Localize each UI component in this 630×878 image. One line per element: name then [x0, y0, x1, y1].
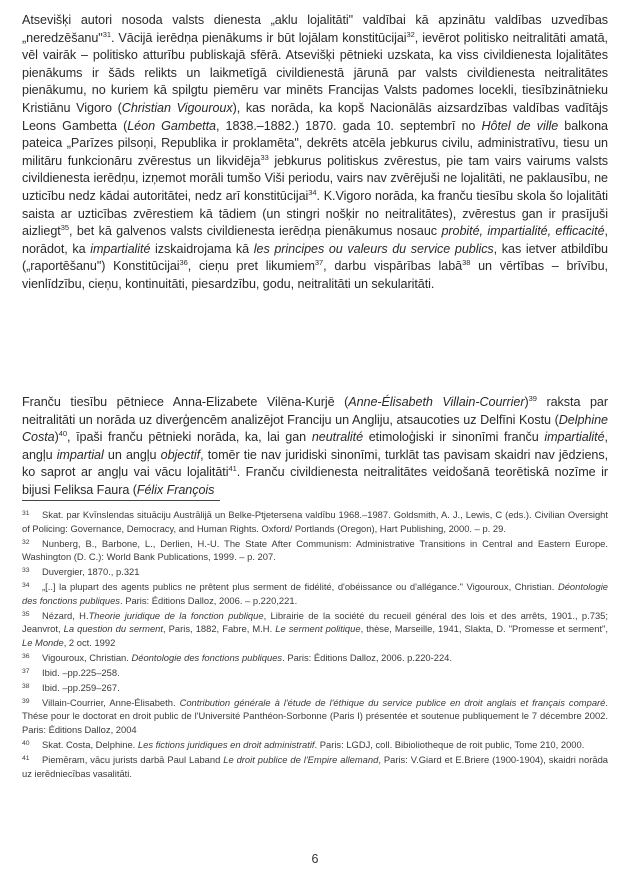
- paragraph-2-text: etimoloģiski ir sinonīmi franču: [363, 430, 545, 445]
- footnote-34-italic-text: Déontologie des fonctions publiques: [22, 581, 608, 606]
- footnote-31: 31 Skat. par Kvīnslendas situāciju Austrālijā un Belke-Ptjetersena valdību 1968.–1987. Goldsmith, A. J., Lewis, C (eds.). Civilian Oversight of Policing: Governance, Democracy, and Human Rights. Oxford/ Portlands (Oregon), Hart Publishing, 2000. – p. 29.: [22, 509, 608, 534]
- paragraph-2-italic-text: Delphine Costa: [22, 412, 608, 445]
- paragraph-1-text: un vērtības – brīvību, vienlīdzību, cieņu, kontinuitāti, piesardzību, godu, neitralitāti un sekularitāti.: [22, 259, 608, 291]
- footnote-40-italic-text: Les fictions juridiques en droit administratif: [137, 739, 315, 751]
- footnote-35-italic-text: Le Monde: [22, 636, 64, 648]
- footnote-37-text: Ibid. –pp.225–258.: [42, 666, 120, 678]
- paragraph-2-text: Franču tiesību pētniece Anna-Elizabete Vilēna-Kurjē (: [22, 395, 349, 409]
- page-number: 6: [311, 852, 319, 866]
- paragraph-2-italic-text: impartial: [56, 447, 104, 462]
- footnote-text: [42, 739, 584, 750]
- paragraph-1-text: , ievērot politisko neitralitāti amatā, vēl vairāk – politisko atturību publiskajā sfērā. Atsevišķi pētnieki uzskata, ka viss civildienesta lojalitātes pienākums ir šāds relikts un laikmetīgā civildienestā jārunā par valsts civildienesta neitralitātes pienākumu, no kuriem kā spilgtu piemēru var minēts Francijas Valsts padomes locekli, tiesībzinātnieku Kristiānu Vigoro (: [22, 30, 608, 115]
- footnote-34-text: „[..] la plupart des agents publics ne prêtent plus serment de fidélité, d'obéissance ou d'allégance." Vigouroux, Christian.: [42, 581, 558, 593]
- paragraph-1-text: balkona pateica „Parīzes pilsoņi, Republika ir proklamēta", dekrēts atcēla jebkurus civilu, administratīvu, tiesu un militāru funkcionāru zvērestus un likvidēja: [22, 118, 608, 168]
- body-paragraph-1: [22, 12, 608, 294]
- footnote-text: [42, 566, 139, 577]
- paragraph-1-text: . Vācijā ierēdņa pienākums ir būt lojālam konstitūcijai: [110, 30, 407, 45]
- footnote-40-text: Skat. Costa, Delphine.: [42, 739, 138, 751]
- footnote-34-text: . Paris: Éditions Dalloz, 2006. – p.220,221.: [119, 594, 298, 606]
- paragraph-2-italic-text: neutralité: [311, 430, 364, 445]
- footnote-35-text: , Paris, 1882, Fabre, M.H.: [163, 623, 276, 635]
- footnote-text: [22, 509, 608, 534]
- paragraph-1-text: ), kas norāda, ka kopš Nacionālās aizsardzības valdības vadītājs Leons Gambetta (: [22, 100, 608, 133]
- footnote-40: 40 Skat. Costa, Delphine. Les fictions juridiques en droit administratif. Paris: LGDJ, coll. Bibioliotheque de roit public, Tome 210, 2000.: [22, 739, 585, 751]
- paragraph-1-text: , 1838.–1882.) 1870. gada 10. septembrī no: [215, 118, 482, 133]
- paragraph-2-text: , īpaši franču pētnieki norāda, ka, lai gan: [66, 430, 312, 445]
- footnote-ref-41: 41: [228, 464, 237, 474]
- footnote-ref-34: 34: [308, 187, 317, 197]
- footnote-ref-36: 36: [179, 258, 188, 268]
- footnote-text: [22, 697, 608, 735]
- footnote-text: [42, 667, 120, 678]
- footnote-39-italic-text: Contribution générale à l'étude de l'éthique du service publice en droit anglais et français comparé: [179, 696, 606, 708]
- footnote-41-text: Piemēram, vācu jurists darbā Paul Laband: [42, 754, 224, 765]
- paragraph-2-italic-text: Félix François: [136, 482, 215, 497]
- paragraph-2-text: . Franču civildienesta neitralitātes veidošanā teorētiskā nozīme ir bijusi Feliksa Faura (: [22, 465, 608, 497]
- paragraph-1-text: . K.Vigoro norāda, ka franču tiesību skola šo lojalitāti saista ar uzticības zvērestiem kā tādiem (un stingri nošķir no neitralitātes), zvērestus gan ir prasījuši aizliegt: [22, 188, 609, 239]
- paragraph-1-italic-text: Léon Gambetta: [127, 118, 216, 133]
- paragraph-2-italic-text: impartialité: [544, 430, 605, 445]
- footnote-32: 32 Nunberg, B., Barbone, L., Derlien, H.-U. The State After Communism: Administrative Transitions in Central and Eastern Europe. Washington (D. C.): World Bank Publications, 1999. – p. 207.: [22, 537, 608, 563]
- footnote-32-text: Nunberg, B., Barbone, L., Derlien, H.-U. The State After Communism: Administrative Transitions in Central and Eastern Europe. Washington (D. C.): World Bank Publications, 1999. – p. 207.: [22, 537, 608, 563]
- footnote-35-italic-text: La question du serment: [63, 623, 163, 635]
- paragraph-1-text: , kas ietver atbildību („raportēšanu") Konstitūcijai: [22, 241, 608, 274]
- footnote-33-text: Duvergier, 1870., p.321: [42, 566, 140, 578]
- paragraph-2-text: raksta par neitralitāti un norāda uz diverģencēm analizējot Franciju un Angliju, atsaucoties uz Delfīni Kostu (: [22, 395, 608, 427]
- footnote-39-text: Villain-Courrier, Anne-Élisabeth.: [42, 696, 180, 708]
- footnote-35-italic-text: Theorie juridique de la fonction publique: [88, 609, 264, 621]
- paragraph-1-italic-text: Christian Vigouroux: [121, 100, 233, 115]
- footnote-35-text: , thèse, Marseille, 1941, Slakta, D. "Promesse et serment",: [360, 623, 608, 635]
- footnote-ref-33: 33: [260, 152, 269, 162]
- footnote-ref-40: 40: [58, 429, 67, 439]
- paragraph-1-text: , bet kā galvenos valsts civildienesta ierēdņa pienākumus nosauc: [68, 224, 442, 239]
- paragraph-1-text: , norādot, ka: [22, 224, 608, 256]
- paragraph-2-text: ): [524, 395, 529, 409]
- footnote-text: [22, 610, 608, 648]
- paragraph-1-text: izskaidrojama kā: [150, 241, 254, 256]
- paragraph-2-text: , tomēr tie nav juridiski sinonīmi, turklāt tas pavisam skaidri nav jēdziens, ko saprot ar angļu vai vācu lojalitāti: [22, 447, 609, 480]
- footnote-36: 36 Vigouroux, Christian. Déontologie des fonctions publiques. Paris: Éditions Dalloz, 2006. p.220-224.: [22, 651, 452, 663]
- footnote-36-text: Vigouroux, Christian.: [42, 651, 132, 663]
- paragraph-2-text: , angļu: [22, 430, 608, 462]
- footnote-37: 37 Ibid. –pp.225–258.: [22, 666, 120, 678]
- paragraph-2-text: ): [54, 430, 59, 445]
- footnote-39: 39 Villain-Courrier, Anne-Élisabeth. Contribution générale à l'étude de l'éthique du service publice en droit anglais et français comparé. Thése pour le doctorat en droit public de l'Université Panthéon-Sorbonne (Paris I) présentée et soutenue publiquement le 7 décembre 2002. Paris: Éditions Dalloz, 2004: [22, 696, 608, 736]
- footnote-35-text: , 2 oct. 1992: [63, 636, 116, 648]
- paragraph-1-text: , darbu vispārības labā: [323, 259, 463, 274]
- footnote-text: [42, 652, 452, 663]
- footnote-41: 41 Piemēram, vācu jurists darbā Paul Laband Le droit publice de l'Empire allemand, Paris: V.Giard et E.Briere (1900-1904), skaidri norāda uz ierēdniecības vasalitāti.: [22, 754, 608, 779]
- paragraph-1-italic-text: Hôtel de ville: [481, 118, 559, 133]
- paragraph-2-text: un angļu: [103, 447, 161, 462]
- footnote-38: 38 Ibid. –pp.259–267.: [22, 681, 120, 693]
- footnote-41-text: , Paris: V.Giard et E.Briere (1900-1904), skaidri norāda uz ierēdniecības vasalitāti.: [22, 754, 608, 779]
- footnote-ref-38: 38: [462, 258, 471, 268]
- footnote-34: 34 „[..] la plupart des agents publics ne prêtent plus serment de fidélité, d'obéissance ou d'allégance." Vigouroux, Christian. Déontologie des fonctions publiques. Paris: Éditions Dalloz, 2006. – p.220,221.: [22, 581, 608, 606]
- footnote-41-italic-text: Le droit publice de l'Empire allemand: [223, 754, 379, 765]
- paragraph-2-italic-text: objectif: [160, 447, 201, 462]
- footnote-38-text: Ibid. –pp.259–267.: [42, 681, 120, 693]
- footnote-36-italic-text: Déontologie des fonctions publiques: [131, 651, 283, 663]
- paragraph-1-italic-text: impartialité: [90, 241, 151, 256]
- paragraph-1-text: , cieņu pret likumiem: [187, 259, 315, 274]
- footnote-ref-39: 39: [528, 394, 537, 403]
- footnote-33: 33 Duvergier, 1870., p.321: [22, 566, 140, 578]
- footnote-ref-37: 37: [314, 258, 324, 268]
- footnote-text: [22, 538, 608, 563]
- footnote-ref-32: 32: [406, 29, 415, 39]
- footnote-36-text: . Paris: Éditions Dalloz, 2006. p.220-224.: [282, 651, 452, 663]
- body-paragraph-2: [22, 394, 608, 500]
- footnote-40-text: . Paris: LGDJ, coll. Bibioliotheque de roit public, Tome 210, 2000.: [314, 739, 585, 751]
- footnote-39-text: . Thése pour le doctorat en droit public de l'Université Panthéon-Sorbonne (Paris I) présentée et soutenue publiquement le 7 décembre 2002. Paris: Éditions Dalloz, 2004: [22, 696, 608, 736]
- footnote-31-text: Skat. par Kvīnslendas situāciju Austrālijā un Belke-Ptjetersena valdību 1968.–1987. Goldsmith, A. J., Lewis, C (eds.). Civilian Oversight of Policing: Governance, Democracy, and Human Rights. Oxford/ Portlands (Oregon), Hart Publishing, 2000. – p. 29.: [22, 509, 608, 534]
- footnote-35: 35 Nézard, H.Theorie juridique de la fonction publique, Librairie de la société du recueil général des lois et des arrêts, 1901., p.735; Jeanvrot, La question du serment, Paris, 1882, Fabre, M.H. Le serment politique, thèse, Marseille, 1941, Slakta, D. "Promesse et serment", Le Monde, 2 oct. 1992: [22, 609, 609, 648]
- paragraph-1-text: jebkurus politiskus zvērestus, pie tam vairs vairums valsts civildienesta ierēdņu, izņemot morāli tumšo Viši periodu, vairs nav zvērējuši ne lojalitāti, ne paklausību, ne uzticību nedz kādai autoritātei, nedz arī konstitūcijai: [22, 153, 608, 203]
- paragraph-2-italic-text: Anne-Élisabeth Villain-Courrier: [348, 395, 525, 409]
- footnote-ref-31: 31: [102, 29, 111, 39]
- footnote-ref-35: 35: [60, 223, 69, 233]
- footnote-text: [22, 581, 608, 606]
- footnote-35-text: , Librairie de la société du recueil général des lois et des arrêts, 1901., p.735; Jeanvrot,: [22, 609, 609, 635]
- paragraph-1-italic-text: les principes ou valeurs du service publics: [253, 241, 494, 256]
- footnote-text: [42, 682, 120, 693]
- footnote-separator: [22, 500, 220, 501]
- paragraph-1-italic-text: probité, impartialité, efficacité: [441, 224, 605, 239]
- footnote-text: [22, 754, 608, 779]
- footnote-35-text: Nézard, H.: [42, 609, 89, 621]
- footnote-35-italic-text: Le serment politique: [275, 623, 361, 635]
- footnotes: [22, 508, 608, 782]
- paragraph-1-text: Atsevišķi autori nosoda valsts dienesta „aklu lojalitāti" valdībai kā apzinātu valdības uzvedības „neredzēšanu": [22, 13, 608, 45]
